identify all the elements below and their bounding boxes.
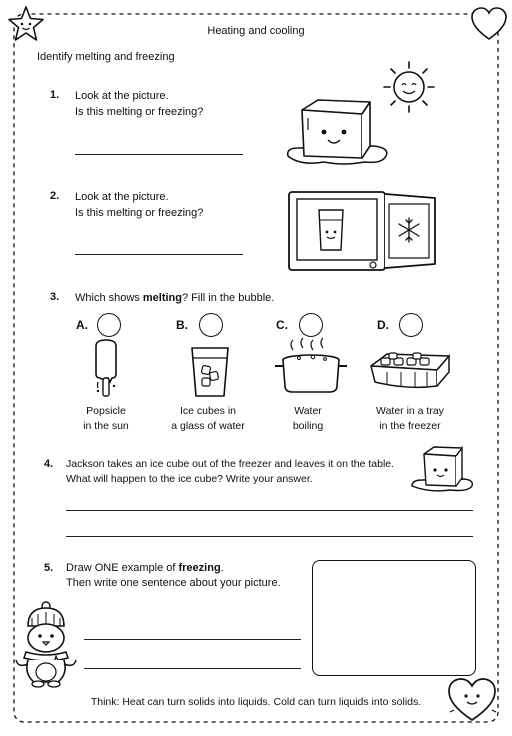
q5-line1-bold: freezing [178, 562, 221, 574]
option-d-letter: D. [377, 318, 389, 332]
q1-line2: Is this melting or freezing? [75, 106, 204, 118]
freezer-icon [285, 188, 439, 274]
q1-number: 1. [50, 89, 60, 101]
q3-prompt-bold: melting [142, 292, 182, 304]
q5-line1 [66, 560, 224, 576]
q4-answer-line-1[interactable] [66, 510, 473, 511]
q5-line2: Then write one sentence about your picture. [66, 577, 281, 589]
q5-number: 5. [44, 562, 54, 574]
q5-answer-line-2[interactable] [84, 668, 301, 669]
page-title: Heating and cooling [207, 25, 305, 37]
option-c-bubble[interactable] [299, 313, 323, 337]
option-a-line1: Popsicle [86, 405, 126, 417]
q2-line1: Look at the picture. [75, 191, 169, 203]
option-b-letter: B. [176, 318, 188, 332]
q3-number: 3. [50, 291, 60, 303]
q2-line2: Is this melting or freezing? [75, 207, 204, 219]
q3-prompt [75, 290, 274, 306]
heart-icon [446, 676, 498, 724]
option-d-bubble[interactable] [399, 313, 423, 337]
q4-line1: Jackson takes an ice cube out of the freezer and leaves it on the table. [66, 458, 395, 470]
option-a-letter: A. [76, 318, 88, 332]
option-c-line1: Water [294, 405, 322, 417]
option-d-caption [355, 404, 465, 434]
q2-answer-line[interactable] [75, 254, 243, 255]
option-c-line2: boiling [292, 420, 324, 432]
option-a-bubble[interactable] [97, 313, 121, 337]
q4-number: 4. [44, 458, 54, 470]
q5-line1-before: Draw ONE example of [66, 562, 179, 574]
star-icon [6, 4, 46, 44]
q3-prompt-after: ? Fill in the bubble. [181, 292, 275, 304]
section-heading: Identify melting and freezing [37, 51, 175, 63]
footer-note: Think: Heat can turn solids into liquids. Cold can turn liquids into solids. [90, 696, 422, 708]
q2-number: 2. [50, 190, 60, 202]
q5-drawing-box[interactable] [312, 560, 476, 676]
option-b-bubble[interactable] [199, 313, 223, 337]
option-a-caption [51, 404, 161, 434]
option-b-line1: Ice cubes in [179, 405, 237, 417]
ice-tray-icon [367, 350, 453, 394]
q3-prompt-before: Which shows [75, 292, 143, 304]
option-c-letter: C. [276, 318, 288, 332]
option-c-caption [253, 404, 363, 434]
glass-of-water-icon [188, 344, 232, 400]
option-d-line1: Water in a tray [376, 405, 444, 417]
q1-line1: Look at the picture. [75, 90, 169, 102]
q4-line2: What will happen to the ice cube? Write your answer. [66, 473, 313, 485]
melting-ice-cube-icon [284, 96, 394, 168]
melting-ice-cube-icon [410, 444, 476, 494]
option-b-caption [153, 404, 263, 434]
penguin-icon [12, 600, 80, 688]
q4-answer-line-2[interactable] [66, 536, 473, 537]
popsicle-icon [86, 338, 126, 400]
boiling-pot-icon [273, 336, 349, 396]
q5-answer-line-1[interactable] [84, 639, 301, 640]
q1-answer-line[interactable] [75, 154, 243, 155]
q5-line1-after: . [220, 562, 224, 574]
option-a-line2: in the sun [83, 420, 129, 432]
option-b-line2: a glass of water [171, 420, 245, 432]
option-d-line2: in the freezer [379, 420, 441, 432]
